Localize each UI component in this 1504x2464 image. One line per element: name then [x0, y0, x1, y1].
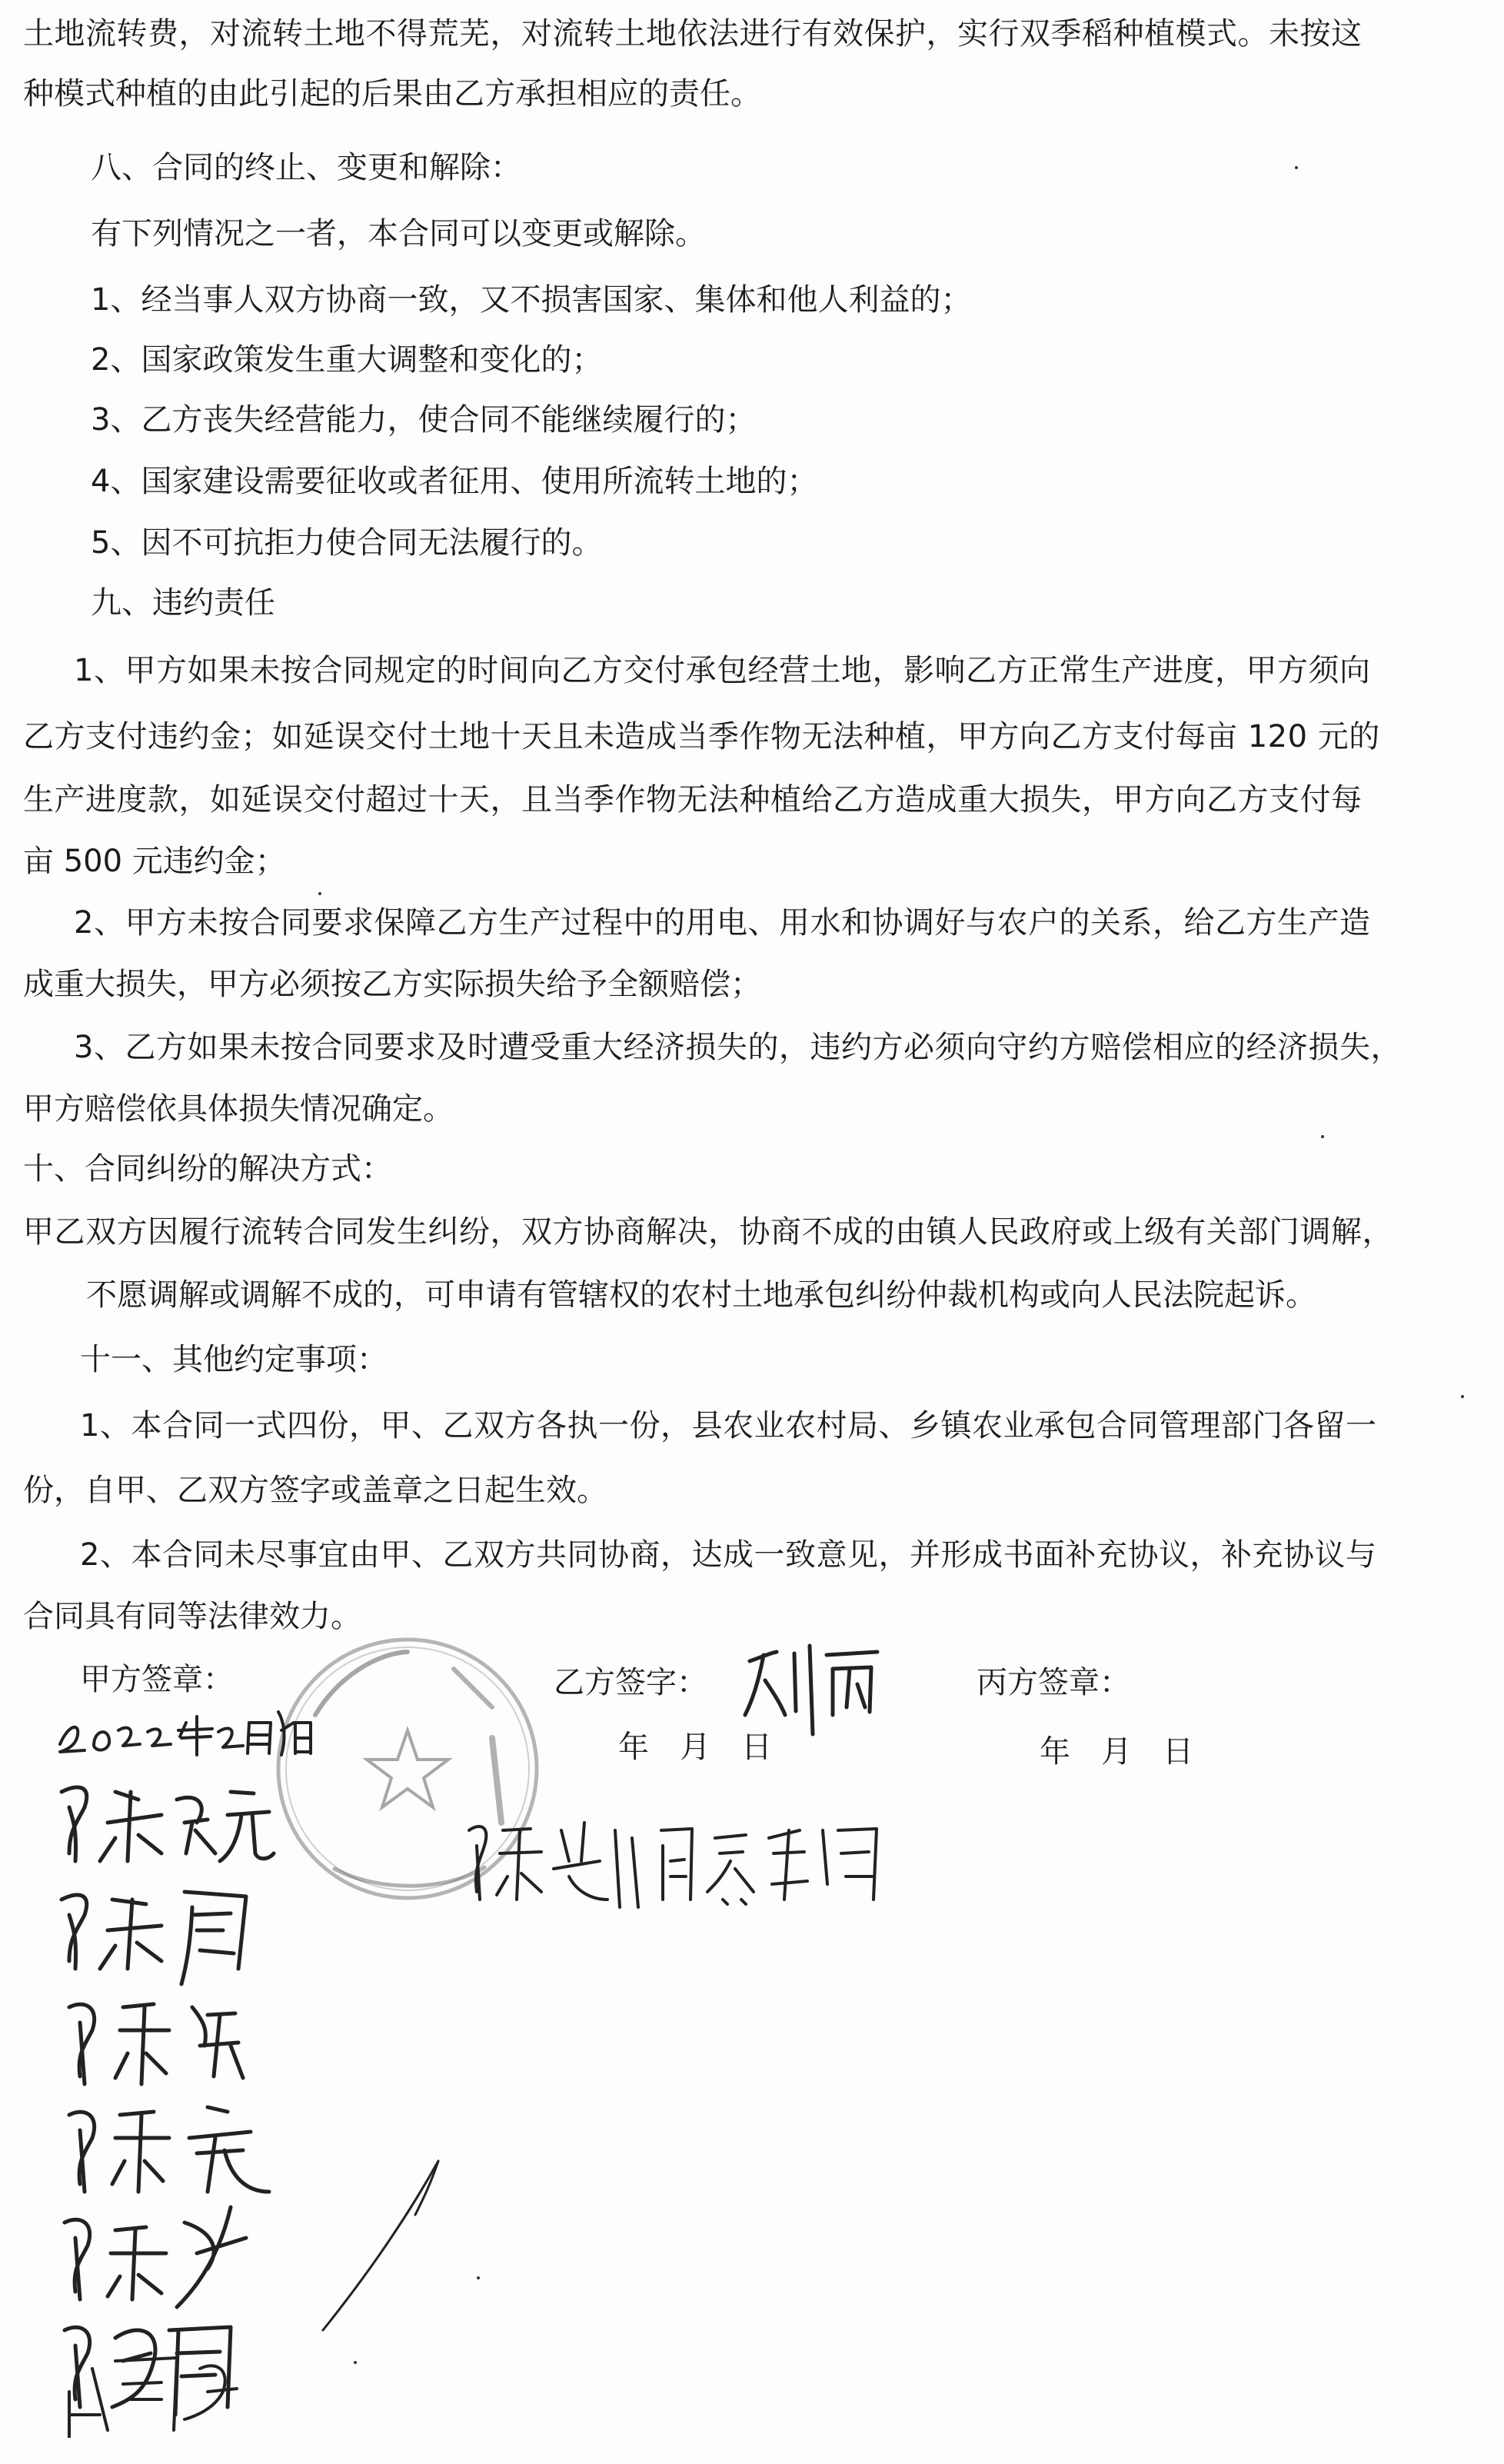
party-a-handwritten-signers-line	[461, 1815, 892, 1938]
section-9-title: 九、违约责任	[91, 585, 275, 621]
section-8-intro: 有下列情况之一者，本合同可以变更或解除。	[91, 216, 706, 251]
section-11-para-2: 合同具有同等法律效力。	[23, 1599, 361, 1634]
section-9-para-3: 甲方赔偿依具体损失情况确定。	[23, 1091, 454, 1127]
text-line: 土地流转费，对流转土地不得荒芜，对流转土地依法进行有效保护，实行双季稻种植模式。未按这	[23, 16, 1363, 52]
section-11-title: 十一、其他约定事项：	[80, 1342, 388, 1377]
scan-speck	[1295, 166, 1298, 169]
section-8-title: 八、合同的终止、变更和解除：	[91, 150, 521, 185]
scan-speck	[1461, 1395, 1464, 1398]
text-line: 种模式种植的由此引起的后果由乙方承担相应的责任。	[23, 76, 761, 112]
party-a-seal-label: 甲方签章：	[80, 1662, 234, 1697]
scan-speck	[1321, 1135, 1324, 1138]
section-8-item-5: 5、因不可抗拒力使合同无法履行的。	[91, 525, 603, 561]
scan-speck	[354, 2361, 357, 2364]
section-9-para-1: 生产进度款，如延误交付超过十天，且当季作物无法种植给乙方造成重大损失，甲方向乙方支付每	[23, 782, 1363, 817]
section-9-para-1: 亩 500 元违约金；	[23, 844, 286, 879]
section-11-para-1: 份，自甲、乙双方签字或盖章之日起生效。	[23, 1473, 607, 1508]
section-11-para-2: 2、本合同未尽事宜由甲、乙双方共同协商，达成一致意见，并形成书面补充协议，补充协议与	[80, 1537, 1377, 1573]
section-9-para-2: 成重大损失，甲方必须按乙方实际损失给予全额赔偿；	[23, 967, 761, 1002]
handwritten-stroke	[308, 2138, 461, 2338]
section-8-item-3: 3、乙方丧失经营能力，使合同不能继续履行的；	[91, 402, 757, 438]
section-8-item-2: 2、国家政策发生重大调整和变化的；	[91, 342, 603, 378]
section-10-para: 不愿调解或调解不成的，可申请有管辖权的农村土地承包纠纷仲裁机构或向人民法院起诉。	[86, 1277, 1316, 1313]
scan-speck	[477, 2276, 480, 2279]
section-9-para-3: 3、乙方如果未按合同要求及时遭受重大经济损失的，违约方必须向守约方赔偿相应的经济损失，	[74, 1030, 1402, 1065]
scan-speck	[318, 892, 321, 895]
section-11-para-1: 1、本合同一式四份，甲、乙双方各执一份，县农业农村局、乡镇农业承包合同管理部门各留一	[80, 1408, 1377, 1443]
party-c-seal-label: 丙方签章：	[977, 1665, 1130, 1700]
party-c-date: 年 月 日	[1040, 1734, 1193, 1770]
section-10-para: 甲乙双方因履行流转合同发生纠纷，双方协商解决，协商不成的由镇人民政府或上级有关部门调解，	[23, 1214, 1393, 1250]
party-a-handwritten-signers	[46, 1776, 308, 2438]
party-a-handwritten-date	[54, 1700, 315, 1761]
party-b-sign-label: 乙方签字：	[554, 1665, 707, 1700]
section-10-title: 十、合同纠纷的解决方式：	[23, 1151, 392, 1187]
section-8-item-4: 4、国家建设需要征收或者征用、使用所流转土地的；	[91, 464, 818, 499]
section-9-para-1: 1、甲方如果未按合同规定的时间向乙方交付承包经营土地，影响乙方正常生产进度，甲方须向	[74, 653, 1371, 688]
section-9-para-1: 乙方支付违约金；如延误交付土地十天且未造成当季作物无法种植，甲方向乙方支付每亩 120 元的	[23, 719, 1380, 754]
section-8-item-1: 1、经当事人双方协商一致，又不损害国家、集体和他人利益的；	[91, 282, 972, 318]
party-b-date: 年 月 日	[618, 1730, 772, 1765]
section-9-para-2: 2、甲方未按合同要求保障乙方生产过程中的用电、用水和协调好与农户的关系，给乙方生产造	[74, 905, 1371, 941]
party-b-handwritten-name	[734, 1638, 896, 1738]
